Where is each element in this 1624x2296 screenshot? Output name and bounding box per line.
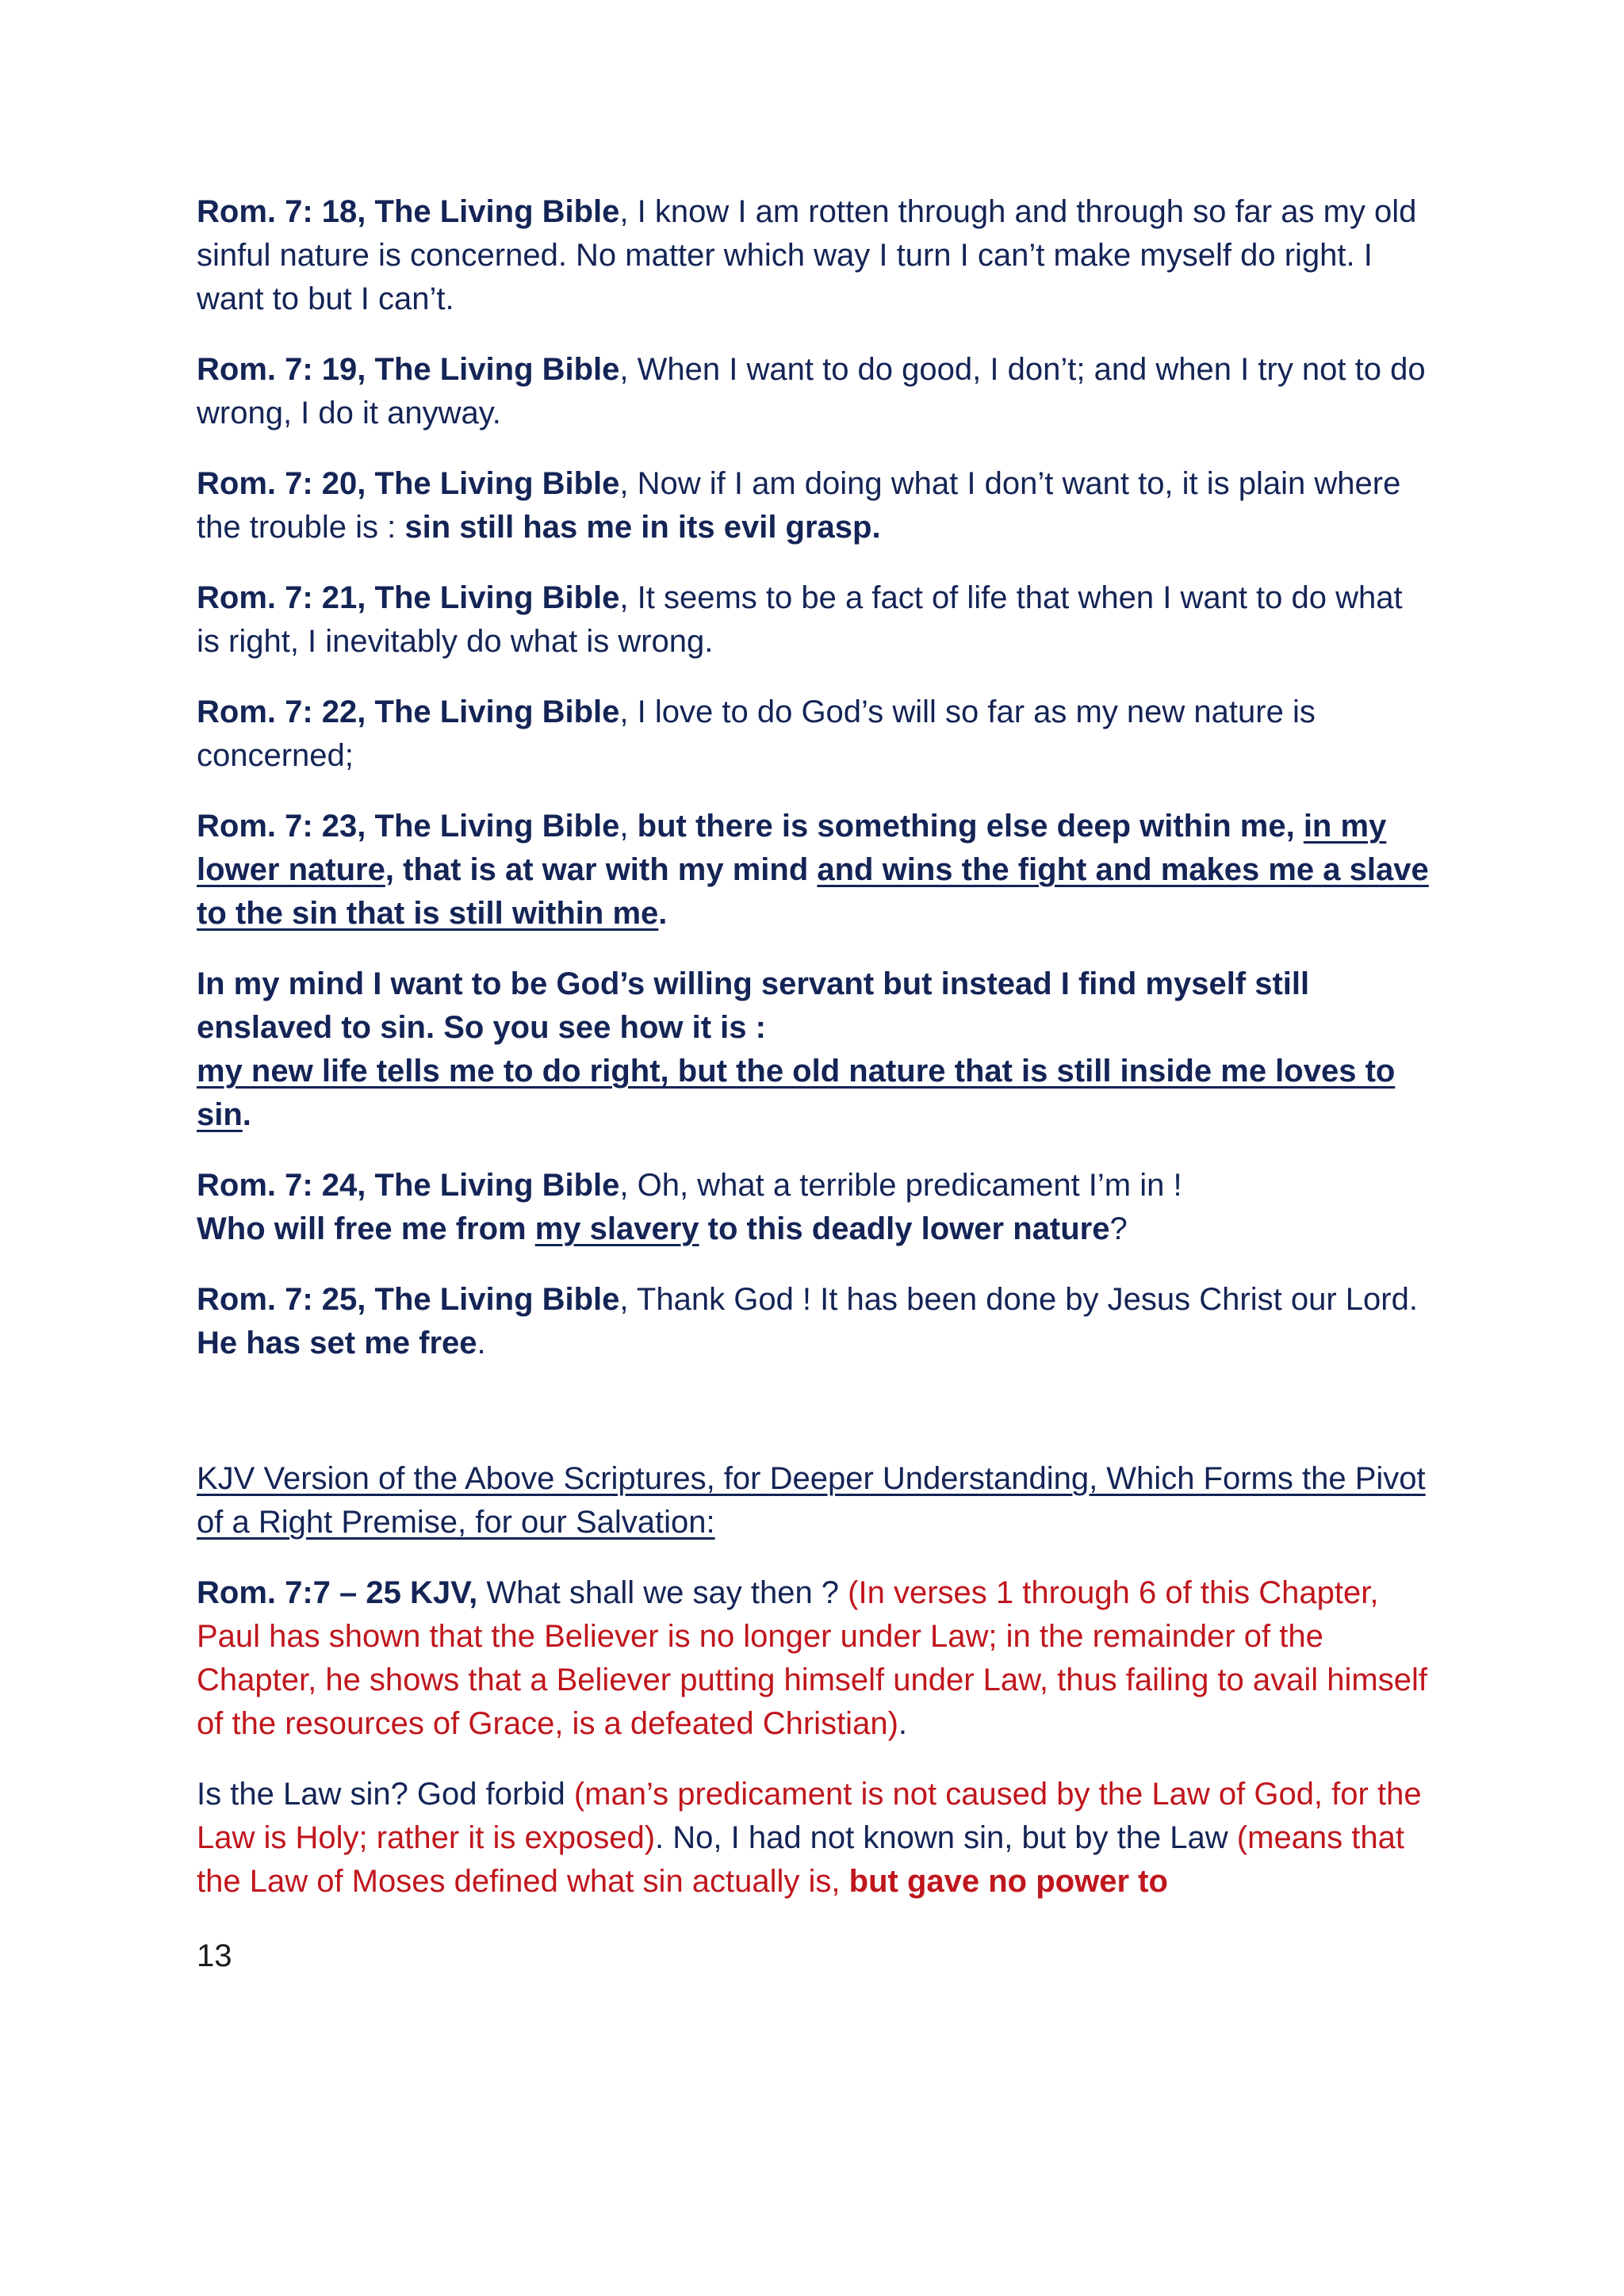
verse-bold-text: sin still has me in its evil grasp. <box>404 510 881 545</box>
verse-text: , It seems to be a fact of life that when I want to do what is right, I inevitably do what is wrong. <box>197 580 1403 659</box>
verse-text: , I love to do God’s will so far as my new nature is concerned; <box>197 695 1316 773</box>
verse-period: . <box>658 896 668 931</box>
verse-20 <box>197 462 1434 549</box>
mind-period: . <box>242 1097 251 1132</box>
verse-24 <box>197 1164 1434 1251</box>
verse-reference: Rom. 7: 20, The Living Bible <box>197 466 620 501</box>
verse-comma: , <box>619 809 638 844</box>
verse-reference: Rom. 7: 18, The Living Bible <box>197 194 620 229</box>
page-number: 13 <box>197 1938 232 1973</box>
verse-bold-text: , that is at war with my mind <box>385 852 818 887</box>
verse-21 <box>197 576 1434 664</box>
kjv-reference: Rom. 7:7 – 25 KJV, <box>197 1575 478 1610</box>
verse-reference: Rom. 7: 24, The Living Bible <box>197 1168 620 1203</box>
kjv-text: Is the Law sin? God forbid <box>197 1777 574 1812</box>
kjv-commentary: (In verses 1 through 6 of this Chapter, Paul has shown that the Believer is no longer under Law; in the remainder of the Chapter, he shows that a Believer putting himself under Law, thus failing to avail himself of the resources of Grace, is a defeated Christian) <box>197 1575 1427 1741</box>
verse-bold-text: but there is something else deep within me, <box>637 809 1304 844</box>
verse-19 <box>197 348 1434 435</box>
page-content <box>197 190 1434 1931</box>
verse-underlined-text: in my lower nature <box>197 809 1387 887</box>
verse-underlined-text: my slavery <box>534 1211 699 1246</box>
verse-text: , I know I am rotten through and through so far as my old sinful nature is concerned. No matter which way I turn I can’t make myself do right. I want to but I can’t. <box>197 194 1417 316</box>
verse-question-text: to this deadly lower nature <box>699 1211 1110 1246</box>
kjv-section-heading: KJV Version of the Above Scriptures, for Deeper Understanding, Which Forms the Pivot of a Right Premise, for our Salvation: <box>197 1461 1426 1540</box>
verse-text: , Oh, what a terrible predicament I’m in ! <box>619 1168 1182 1203</box>
kjv-paragraph-1 <box>197 1571 1434 1746</box>
kjv-text: . No, I had not known sin, but by the Law <box>655 1820 1237 1855</box>
verse-23 <box>197 805 1434 936</box>
verse-18 <box>197 190 1434 321</box>
verse-reference: Rom. 7: 19, The Living Bible <box>197 352 620 387</box>
mind-text: In my mind I want to be God’s willing servant but instead I find myself still enslaved to sin. So you see how it is : <box>197 966 1310 1045</box>
verse-question-mark: ? <box>1109 1211 1128 1246</box>
verse-reference: Rom. 7: 21, The Living Bible <box>197 580 620 615</box>
kjv-text: What shall we say then ? <box>477 1575 848 1610</box>
kjv-commentary-bold: but gave no power to <box>848 1864 1168 1899</box>
verse-reference: Rom. 7: 22, The Living Bible <box>197 695 620 729</box>
verse-underlined-text: and wins the fight and makes me a slave to the sin that is still within me <box>197 852 1429 931</box>
mind-underlined-text: my new life tells me to do right, but the old nature that is still inside me loves to sin <box>197 1054 1396 1132</box>
mind-paragraph <box>197 962 1434 1137</box>
kjv-period: . <box>898 1706 908 1741</box>
verse-22 <box>197 691 1434 778</box>
verse-25 <box>197 1278 1434 1365</box>
verse-bold-text: He has set me free <box>197 1326 477 1360</box>
verse-text: , Now if I am doing what I don’t want to, it is plain where the trouble is : <box>197 466 1401 545</box>
kjv-commentary: (man’s predicament is not caused by the Law of God, for the Law is Holy; rather it is exposed) <box>197 1777 1422 1855</box>
kjv-commentary: (means that the Law of Moses defined what sin actually is, <box>197 1820 1405 1899</box>
verse-question-text: Who will free me from <box>197 1211 535 1246</box>
verse-text: , Thank God ! It has been done by Jesus Christ our Lord. <box>619 1282 1418 1317</box>
verse-reference: Rom. 7: 23, The Living Bible <box>197 809 620 844</box>
kjv-paragraph-2 <box>197 1773 1434 1904</box>
verse-reference: Rom. 7: 25, The Living Bible <box>197 1282 620 1317</box>
verse-period: . <box>477 1326 486 1360</box>
verse-text: , When I want to do good, I don’t; and when I try not to do wrong, I do it anyway. <box>197 352 1426 430</box>
